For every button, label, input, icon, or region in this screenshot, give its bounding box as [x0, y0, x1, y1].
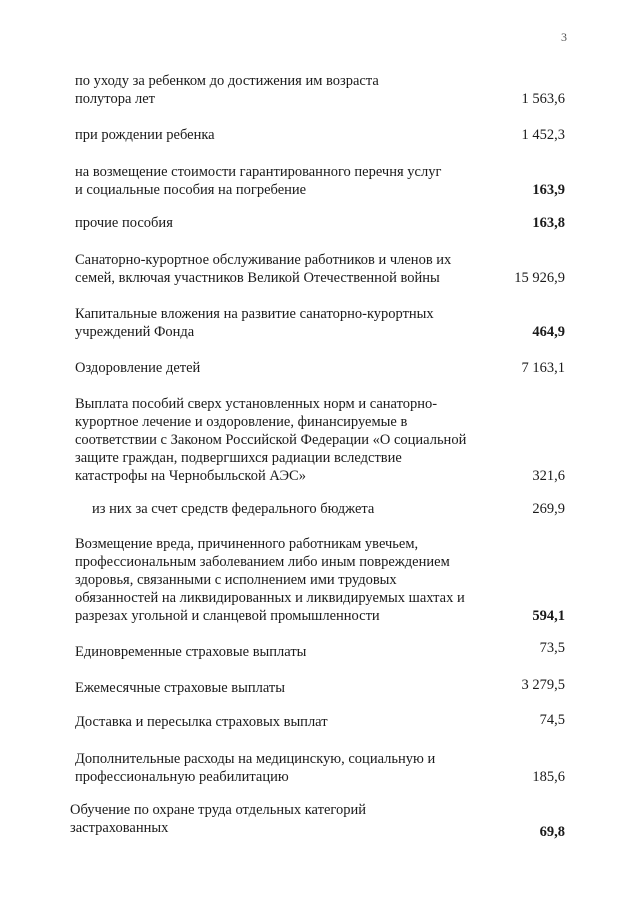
item-label [75, 126, 215, 144]
item-value: 464,9 [532, 324, 565, 340]
item-label [75, 713, 328, 731]
item-value: 163,9 [532, 182, 565, 198]
item-label-line: на возмещение стоимости гарантированного перечня услуг [75, 164, 442, 180]
item-label [75, 679, 285, 697]
item-label-line: обязанностей на ликвидированных и ликвидируемых шахтах и [75, 590, 465, 606]
item-label-line: Капитальные вложения на развитие санаторно-курортных [75, 306, 434, 322]
item-value: 269,9 [532, 501, 565, 517]
item-label [75, 214, 173, 232]
item-label [75, 535, 465, 625]
item-label-line: Возмещение вреда, причиненного работникам увечьем, [75, 536, 419, 552]
item-label-line: Выплата пособий сверх установленных норм и санаторно- [75, 396, 438, 412]
item-label-line: и социальные пособия на погребение [75, 182, 307, 198]
item-label-line: соответствии с Законом Российской Федерации «О социальной [75, 432, 467, 448]
item-label-line: учреждений Фонда [75, 324, 195, 340]
item-label-line: разрезах угольной и сланцевой промышленности [75, 608, 380, 624]
item-label-line: профессиональным заболеванием либо иным повреждением [75, 554, 450, 570]
item-label-line: курортное лечение и оздоровление, финансируемые в [75, 414, 408, 430]
item-value: 594,1 [532, 608, 565, 624]
item-label [75, 395, 466, 485]
item-value: 1 452,3 [521, 127, 565, 143]
item-label-line: семей, включая участников Великой Отечественной войны [75, 270, 440, 286]
item-value: 185,6 [532, 769, 565, 785]
item-label [75, 643, 306, 661]
item-value: 7 163,1 [521, 360, 565, 376]
item-label [75, 163, 441, 199]
item-label-line: Обучение по охране труда отдельных категорий [70, 802, 366, 818]
item-label-line: при рождении ребенка [75, 127, 215, 143]
item-label-line: из них за счет средств федерального бюджета [92, 501, 375, 517]
item-value: 1 563,6 [521, 91, 565, 107]
item-label-line: здоровья, связанными с исполнением ими трудовых [75, 572, 397, 588]
item-value: 163,8 [532, 215, 565, 231]
item-label-line: застрахованных [70, 820, 169, 836]
item-label-line: Дополнительные расходы на медицинскую, социальную и [75, 751, 436, 767]
item-label [70, 801, 366, 837]
item-label-line: Единовременные страховые выплаты [75, 644, 307, 660]
item-label-line: Ежемесячные страховые выплаты [75, 680, 286, 696]
item-label-line: Санаторно-курортное обслуживание работников и членов их [75, 252, 452, 268]
item-label-line: полутора лет [75, 91, 156, 107]
item-label [75, 251, 451, 287]
item-label-line: Доставка и пересылка страховых выплат [75, 714, 328, 730]
item-value: 3 279,5 [521, 677, 565, 693]
item-label-line: защите граждан, подвергшихся радиации вследствие [75, 450, 402, 466]
item-label [75, 72, 379, 108]
item-label-line: по уходу за ребенком до достижения им возраста [75, 73, 379, 89]
page-number: 3 [561, 30, 567, 44]
item-label-line: прочие пособия [75, 215, 173, 231]
item-label-line: профессиональную реабилитацию [75, 769, 289, 785]
item-value: 15 926,9 [514, 270, 565, 286]
item-label [75, 305, 434, 341]
item-value: 74,5 [539, 712, 565, 728]
item-value: 73,5 [539, 640, 565, 656]
item-label-line: катастрофы на Чернобыльской АЭС» [75, 468, 306, 484]
item-label-line: Оздоровление детей [75, 360, 201, 376]
item-value: 69,8 [539, 824, 565, 840]
item-label [92, 500, 374, 518]
item-label [75, 750, 435, 786]
item-label [75, 359, 200, 377]
item-value: 321,6 [532, 468, 565, 484]
